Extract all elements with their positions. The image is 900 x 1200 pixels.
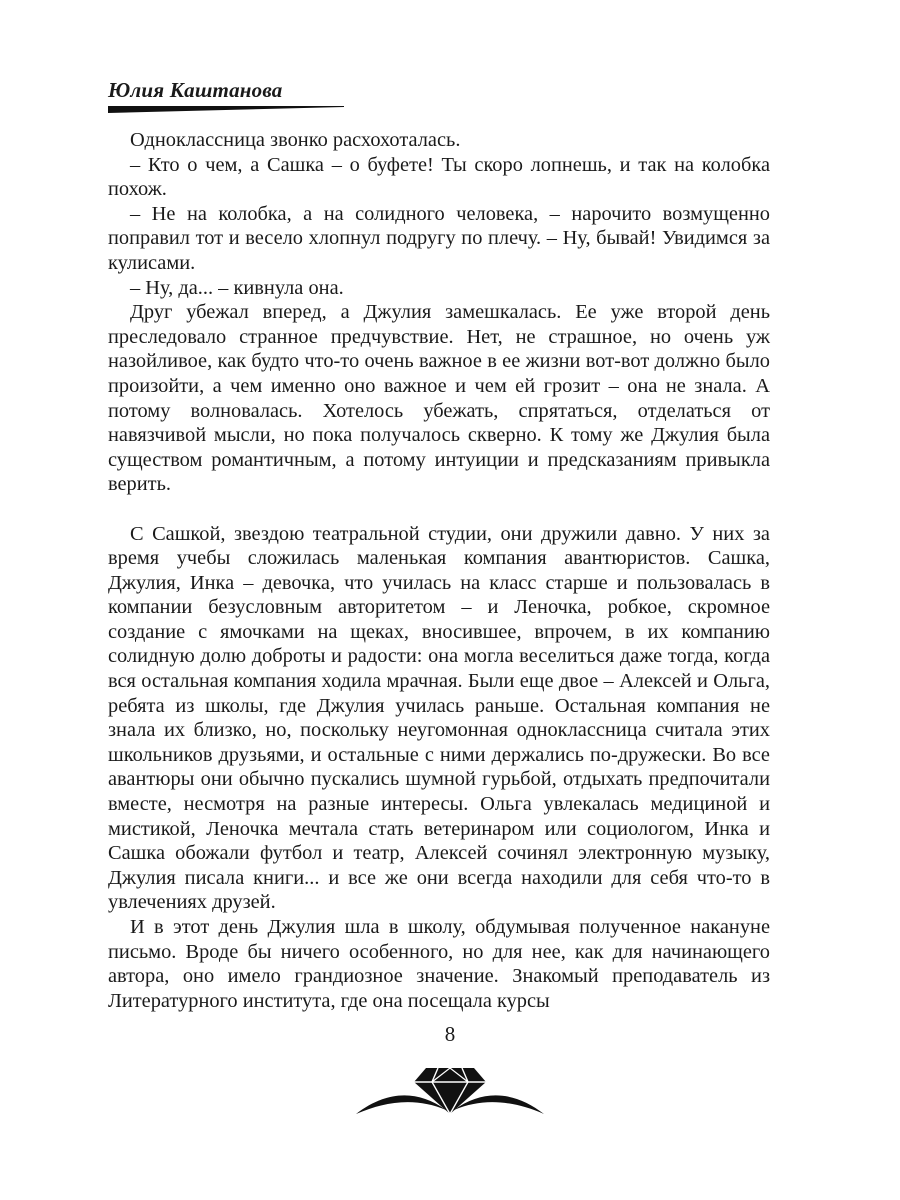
page-number: 8 <box>444 1022 456 1046</box>
paragraph: – Не на колобка, а на солидного человека, – нарочито возмущенно поправил тот и весело хлопнул подругу по плечу. – Ну, бывай! Увидимся за кулисами. <box>108 202 770 274</box>
running-header-author: Юлия Каштанова <box>108 78 283 102</box>
paragraph: Друг убежал вперед, а Джулия замешкалась. Ее уже второй день преследовало странное предчувствие. Нет, не страшное, но очень уж назойливое, как будто что-то очень важное в ее жизни вот-вот должно было произойти, а чем именно оно важное и чем ей грозит – она не знала. А потому волновалась. Хотелось убежать, спрятаться, отделаться от навязчивой мысли, но пока получалось скверно. К тому же Джулия была существом романтичным, а потому интуиции и предсказаниям привыкла верить. <box>108 301 770 496</box>
paragraph: Одноклассница звонко расхохоталась. <box>130 129 461 151</box>
paragraph: – Кто о чем, а Сашка – о буфете! Ты скоро лопнешь, и так на колобка похож. <box>108 153 770 201</box>
paragraph: – Ну, да... – кивнула она. <box>130 276 344 299</box>
paragraph: С Сашкой, звездою театральной студии, они дружили давно. У них за время учебы сложилась маленькая компания авантюристов. Сашка, Джулия, Инка – девочка, что училась на класс старше и пользовалась в компании безусловным авторитетом – и Леночка, робкое, скромное создание с ямочками на щеках, вносившее, впрочем, в их компанию солидную долю доброты и радости: она могла веселиться даже тогда, когда вся остальная компания ходила мрачная. Были еще двое – Алексей и Ольга, ребята из школы, где Джулия училась раньше. Остальная компания не знала их близко, но, поскольку неугомонная одноклассница считала этих школьников друзьями, и остальные с ними держались по-дружески. Во все авантюры они обычно пускались шумной гурьбой, отдыхать предпочитали вместе, несмотря на разные интересы. Ольга увлекалась медициной и мистикой, Леночка мечтала стать ветеринаром или социологом, Инка и Сашка обожали футбол и театр, Алексей сочинял электронную музыку, Джулия писала книги... и все же они всегда находили для себя что-то в увлечениях друзей. <box>108 522 770 914</box>
body-text <box>108 128 770 1013</box>
header-rule <box>108 104 344 114</box>
paragraph: И в этот день Джулия шла в школу, обдумывая полученное накануне письмо. Вроде бы ничего особенного, но для нее, как для начинающего автора, оно имело грандиозное значение. Знакомый преподаватель из Литературного института, где она посещала курсы <box>108 916 770 1012</box>
diamond-ornament-icon <box>354 1054 546 1124</box>
